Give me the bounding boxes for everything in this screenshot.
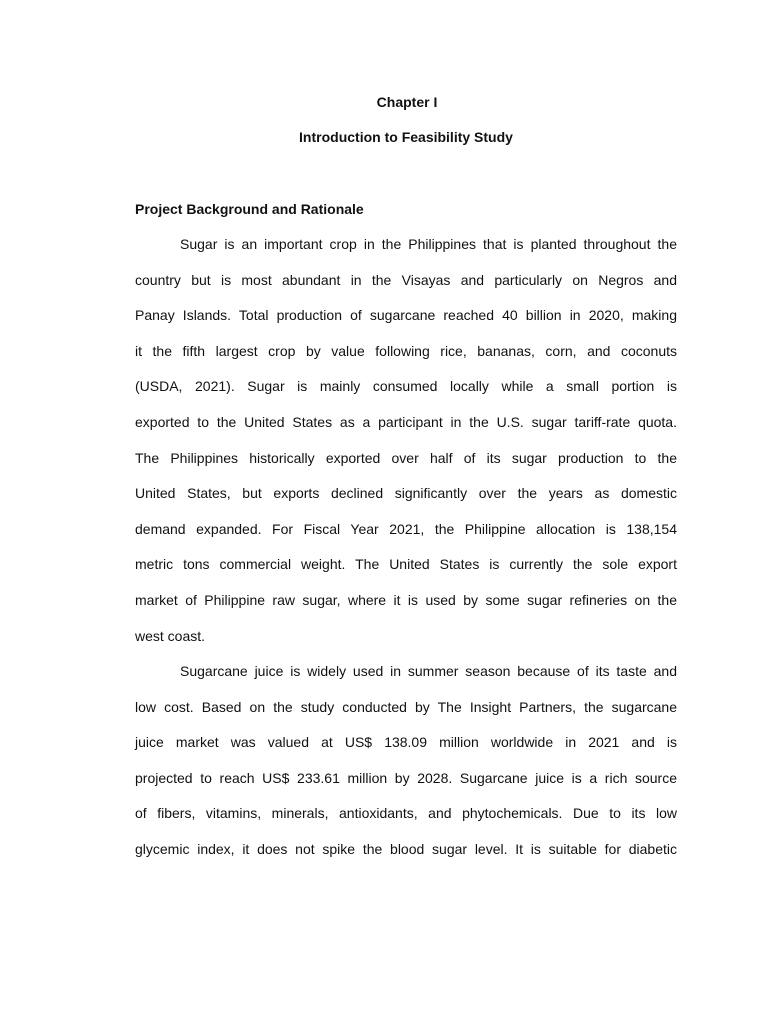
- chapter-heading: Chapter I: [376, 94, 438, 110]
- paragraph-2: [135, 654, 677, 868]
- paragraph-2-line: low cost. Based on the study conducted by The Insight Partners, the sugarcane: [135, 698, 677, 715]
- paragraph-2-line: of fibers, vitamins, minerals, antioxidants, and phytochemicals. Due to its low: [135, 805, 677, 822]
- paragraph-1-line: Sugar is an important crop in the Philippines that is planted throughout the: [180, 236, 677, 252]
- chapter-title: Introduction to Feasibility Study: [299, 129, 513, 145]
- paragraph-1-line: country but is most abundant in the Visayas and particularly on Negros and: [135, 271, 677, 288]
- paragraph-2-line: projected to reach US$ 233.61 million by 2028. Sugarcane juice is a rich source: [135, 769, 677, 786]
- paragraph-1-line: Panay Islands. Total production of sugarcane reached 40 billion in 2020, making: [135, 307, 677, 324]
- paragraph-2-line: glycemic index, it does not spike the blood sugar level. It is suitable for diabetic: [135, 840, 677, 857]
- paragraph-1: [135, 227, 677, 654]
- paragraph-1-line: west coast.: [135, 627, 206, 644]
- paragraph-1-line: exported to the United States as a participant in the U.S. sugar tariff-rate quota.: [135, 413, 677, 430]
- paragraph-2-line: juice market was valued at US$ 138.09 million worldwide in 2021 and is: [135, 734, 677, 751]
- section-heading: Project Background and Rationale: [135, 201, 364, 217]
- paragraph-1-line: The Philippines historically exported over half of its sugar production to the: [135, 449, 677, 466]
- paragraph-1-line: market of Philippine raw sugar, where it is used by some sugar refineries on the: [135, 591, 677, 608]
- paragraph-1-line: metric tons commercial weight. The United States is currently the sole export: [135, 556, 677, 573]
- paragraph-2-line: Sugarcane juice is widely used in summer season because of its taste and: [180, 663, 677, 679]
- paragraph-1-line: demand expanded. For Fiscal Year 2021, the Philippine allocation is 138,154: [135, 520, 677, 537]
- paragraph-1-line: United States, but exports declined significantly over the years as domestic: [135, 485, 677, 502]
- paragraph-1-line: (USDA, 2021). Sugar is mainly consumed locally while a small portion is: [135, 378, 677, 395]
- paragraph-1-line: it the fifth largest crop by value following rice, bananas, corn, and coconuts: [135, 342, 677, 359]
